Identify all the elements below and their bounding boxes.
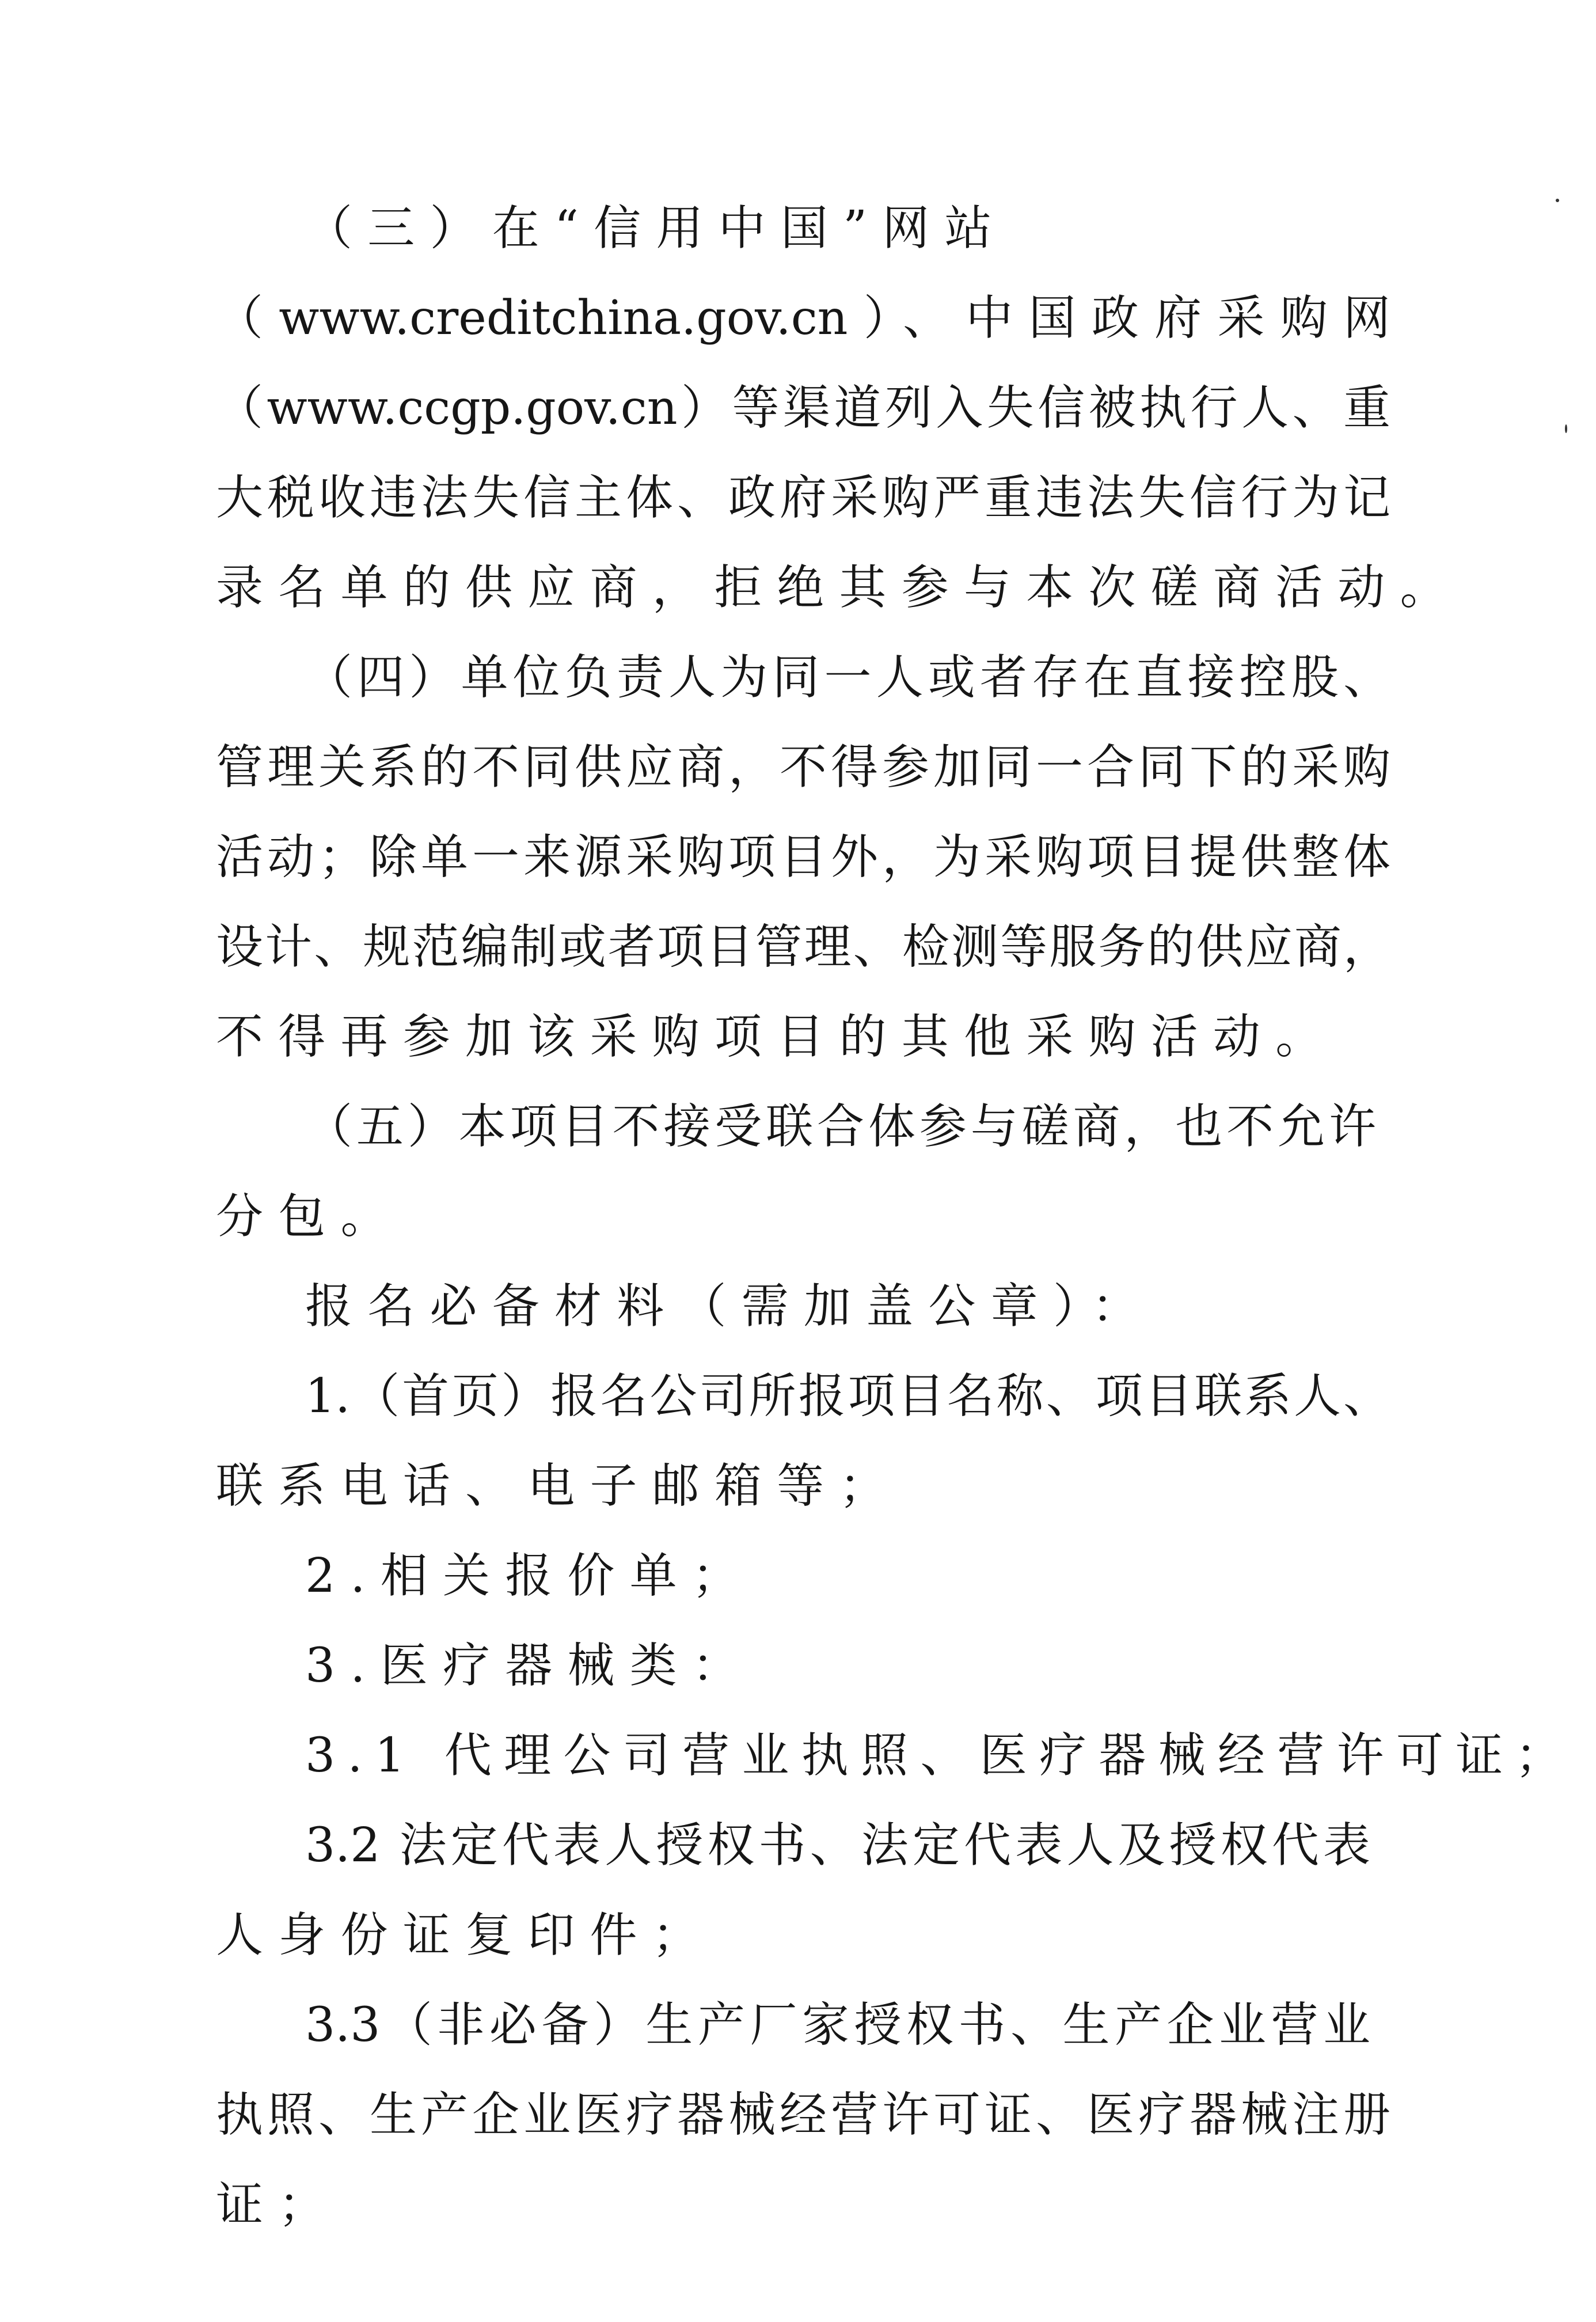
material-3-1: 3.1 代理公司营业执照、医疗器械经营许可证； <box>305 1728 1575 1783</box>
paragraph-three-line-5: 录名单的供应商，拒绝其参与本次磋商活动。 <box>216 560 1462 615</box>
paragraph-three-line-2: （www.creditchina.gov.cn）、中国政府采购网 <box>216 291 1390 346</box>
material-1-line-1: 1.（首页）报名公司所报项目名称、项目联系人、 <box>305 1369 1390 1424</box>
paragraph-four-line-5: 不得再参加该采购项目的其他采购活动。 <box>216 1010 1338 1064</box>
material-3-3-line-1: 3.3（非必备）生产厂家授权书、生产企业营业 <box>305 1998 1370 2052</box>
paragraph-four-line-4: 设计、规范编制或者项目管理、检测等服务的供应商， <box>216 920 1390 974</box>
material-3-3-line-3: 证； <box>216 2177 341 2232</box>
material-2: 2.相关报价单； <box>305 1549 755 1603</box>
paragraph-four-line-1: （四）单位负责人为同一人或者存在直接控股、 <box>305 650 1390 705</box>
paragraph-three-line-1: （三）在“信用中国”网站 <box>305 201 1007 256</box>
material-3: 3.医疗器械类： <box>305 1638 755 1693</box>
scan-speck <box>1556 199 1559 202</box>
paragraph-five-line-1: （五）本项目不接受联合体参与磋商，也不允许 <box>305 1099 1376 1154</box>
paragraph-four-line-2: 管理关系的不同供应商，不得参加同一合同下的采购 <box>216 740 1390 795</box>
material-3-2-line-2: 人身份证复印件； <box>216 1908 715 1963</box>
paragraph-three-line-4: 大税收违法失信主体、政府采购严重违法失信行为记 <box>216 471 1390 525</box>
paragraph-three-line-3: （www.ccgp.gov.cn）等渠道列入失信被执行人、重 <box>216 381 1390 435</box>
materials-heading: 报名必备材料（需加盖公章）： <box>305 1279 1154 1334</box>
paragraph-five-line-2: 分包。 <box>216 1189 403 1244</box>
scan-speck <box>1565 424 1567 433</box>
material-3-2-line-1: 3.2 法定代表人授权书、法定代表人及授权代表 <box>305 1818 1370 1873</box>
material-3-3-line-2: 执照、生产企业医疗器械经营许可证、医疗器械注册 <box>216 2088 1390 2142</box>
paragraph-four-line-3: 活动；除单一来源采购项目外，为采购项目提供整体 <box>216 830 1390 885</box>
material-1-line-2: 联系电话、电子邮箱等； <box>216 1459 902 1513</box>
